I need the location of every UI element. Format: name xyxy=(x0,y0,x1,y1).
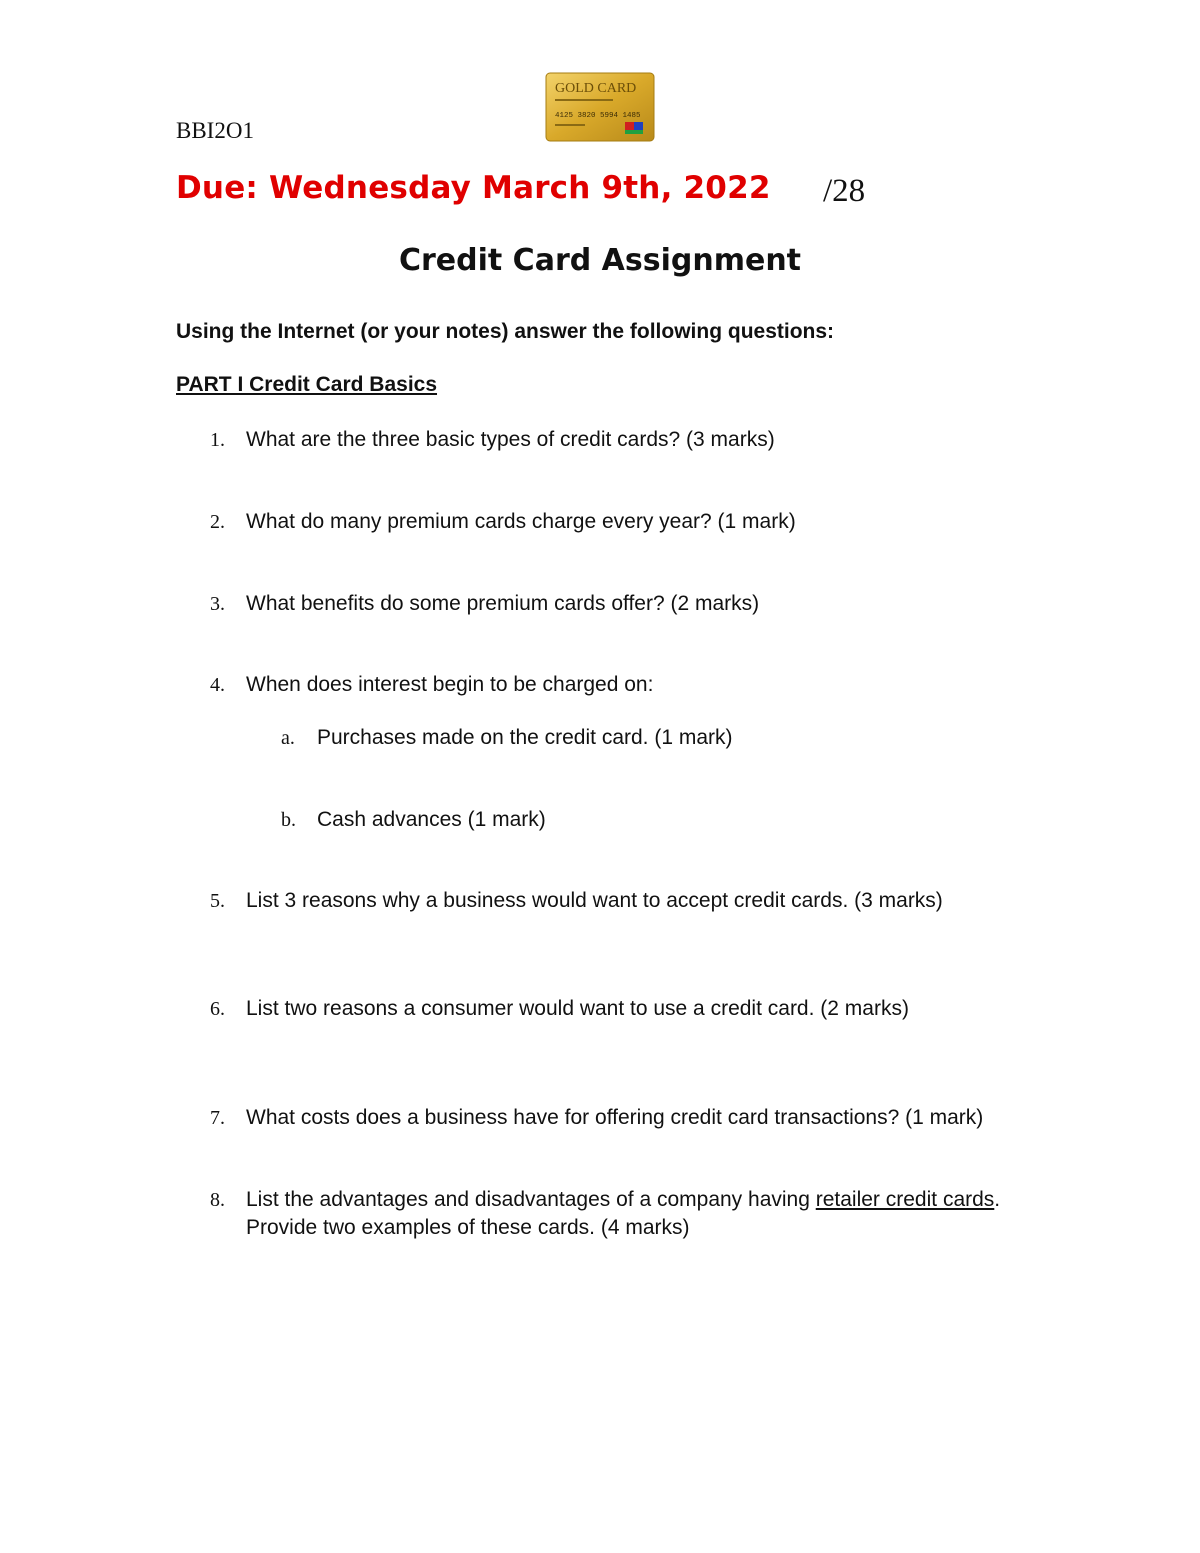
question-number: b. xyxy=(281,809,296,831)
question-text: What are the three basic types of credit cards? (3 marks) xyxy=(246,428,775,451)
question-text: Purchases made on the credit card. (1 mark) xyxy=(317,726,733,749)
instructions: Using the Internet (or your notes) answer the following questions: xyxy=(176,320,835,343)
question-text: Cash advances (1 mark) xyxy=(317,808,546,831)
question-number: 2. xyxy=(210,511,225,533)
page-title: Credit Card Assignment xyxy=(398,243,802,278)
question-number: a. xyxy=(281,727,295,749)
question-text: What do many premium cards charge every year? (1 mark) xyxy=(246,510,796,533)
question-number: 3. xyxy=(210,593,225,615)
logo-text: GOLD CARD xyxy=(555,81,637,96)
question-number: 8. xyxy=(210,1189,225,1211)
question-text: List 3 reasons why a business would want to accept credit cards. (3 marks) xyxy=(246,889,943,912)
question-text: What benefits do some premium cards offer? (2 marks) xyxy=(246,592,760,615)
due-date: Due: Wednesday March 9th, 2022 xyxy=(176,170,771,206)
question-number: 7. xyxy=(210,1107,225,1129)
question-text-end: . Provide two examples of these cards. (4 marks) xyxy=(246,1188,1001,1239)
retailer-credit-cards-term: retailer credit cards xyxy=(815,1188,995,1211)
question-text: List two reasons a consumer would want to use a credit card. (2 marks) xyxy=(246,997,909,1020)
question-text: When does interest begin to be charged on: xyxy=(246,673,654,696)
course-code: BBI2O1 xyxy=(176,118,254,143)
question-number: 6. xyxy=(210,998,225,1020)
question-number: 5. xyxy=(210,890,225,912)
gold-card-logo xyxy=(545,72,655,142)
question-text xyxy=(246,1186,1036,1242)
question-text: What costs does a business have for offering credit card transactions? (1 mark) xyxy=(246,1106,984,1129)
question-number: 1. xyxy=(210,429,225,451)
question-number: 4. xyxy=(210,674,225,696)
total-marks: /28 xyxy=(823,173,866,209)
question-text-start: List the advantages and disadvantages of a company having xyxy=(246,1188,816,1211)
part-heading: PART I Credit Card Basics xyxy=(176,373,438,396)
logo-card-number: 4125 3820 5994 1485 xyxy=(555,112,641,120)
